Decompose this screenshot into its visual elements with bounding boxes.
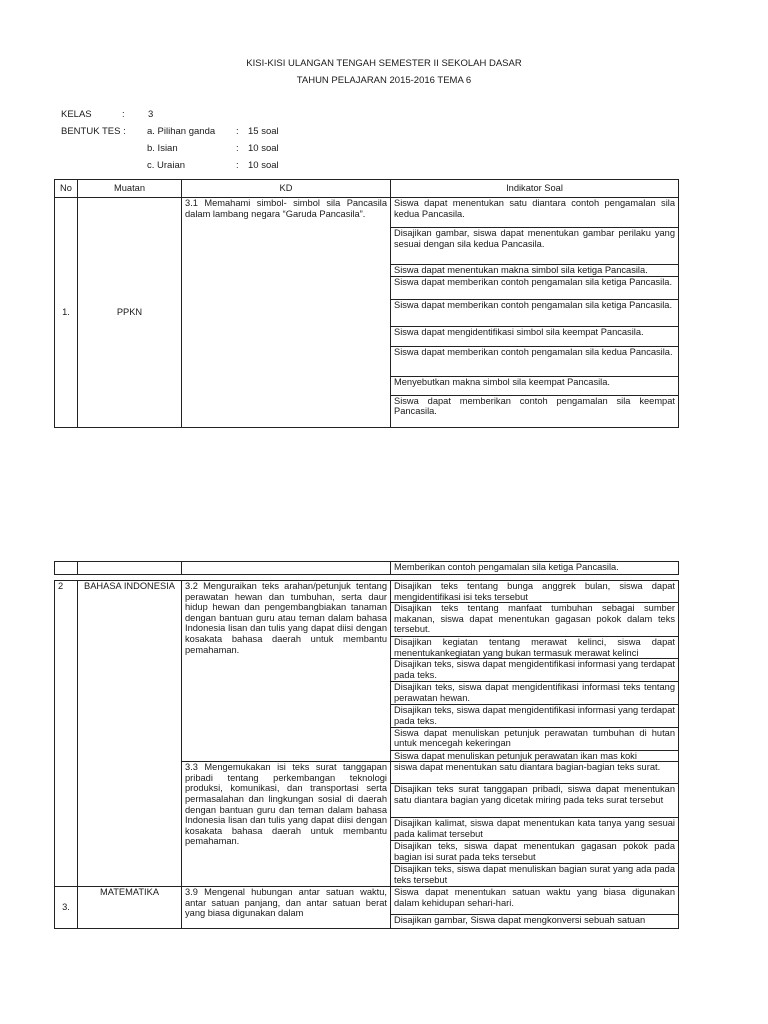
empty-cell — [182, 562, 391, 575]
kd-cell: 3.3 Mengemukakan isi teks surat tanggapan pribadi tentang perkembangan teknologi produksi, komunikasi, dan transportasi serta permasalahan dan lingkungan sosial di daerah dengan bantuan guru dan teman dalam bahasa Indonesia lisan dan tulis yang dapat diisi dengan kosakata bahasa daerah untuk membantu pemahaman. — [182, 762, 391, 887]
header-muatan: Muatan — [78, 180, 182, 198]
row-number: 3. — [55, 887, 78, 929]
kd-cell: 3.1 Memahami simbol- simbol sila Pancasila dalam lambang negara “Garuda Pancasila”. — [182, 198, 391, 428]
header-kd: KD — [182, 180, 391, 198]
indicator-cell: Disajikan teks tentang manfaat tumbuhan sebagai sumber makanan, siswa dapat menentukan gagasan pokok dalam teks tersebut. — [391, 603, 679, 637]
indicator-cell: Disajikan teks, siswa dapat menentukan gagasan pokok pada bagian isi surat pada teks tersebut — [391, 841, 679, 864]
document-title: KISI-KISI ULANGAN TENGAH SEMESTER II SEKOLAH DASAR — [246, 58, 522, 69]
indicator-cell: Siswa dapat memberikan contoh pengamalan sila ketiga Pancasila. — [391, 276, 679, 299]
indicator-cell: Disajikan teks surat tanggapan pribadi, siswa dapat menentukan satu diantara bagian yang dicetak miring pada teks surat tersebut — [391, 784, 679, 818]
empty-cell — [78, 562, 182, 575]
test-type-count: 10 soal — [248, 160, 279, 171]
kd-cell: 3.2 Menguraikan teks arahan/petunjuk tentang perawatan hewan dan tumbuhan, serta daur hidup hewan dan pengembangbiakan tanaman dengan bantuan guru atau teman dalam bahasa Indonesia lisan dan tulis yang dapat diisi dengan kosakata bahasa daerah untuk membantu pemahaman. — [182, 581, 391, 762]
indicator-cell: Disajikan teks, siswa dapat mengidentifikasi informasi yang terdapat pada teks. — [391, 659, 679, 682]
indicator-cell: Disajikan kegiatan tentang merawat kelinci, siswa dapat menentukankegiatan yang bukan termasuk merawat kelinci — [391, 637, 679, 659]
indicator-cell: siswa dapat menentukan satu diantara bagian-bagian teks surat. — [391, 762, 679, 784]
indicator-cell: Siswa dapat memberikan contoh pengamalan sila keempat Pancasila. — [391, 395, 679, 427]
test-type-separator: : — [236, 160, 239, 171]
indicator-cell: Siswa dapat menuliskan petunjuk perawatan ikan mas koki — [391, 750, 679, 762]
document-subtitle: TAHUN PELAJARAN 2015-2016 TEMA 6 — [296, 75, 472, 86]
test-type-count: 15 soal — [248, 126, 279, 137]
kd-cell: 3.9 Mengenal hubungan antar satuan waktu, antar satuan panjang, dan antar satuan berat yang biasa digunakan dalam — [182, 887, 391, 929]
kelas-label: KELAS — [61, 109, 92, 120]
test-type-separator: : — [236, 143, 239, 154]
indicator-cell: Disajikan gambar, siswa dapat menentukan gambar perilaku yang sesuai dengan sila kedua Pancasila. — [391, 228, 679, 265]
empty-cell — [55, 562, 78, 575]
indicator-cell: Siswa dapat menuliskan petunjuk perawatan tumbuhan di hutan untuk mencegah kekeringan — [391, 727, 679, 750]
kelas-value: 3 — [148, 109, 154, 120]
bentuk-tes-label: BENTUK TES : — [61, 126, 126, 137]
indicator-cell: Siswa dapat memberikan contoh pengamalan sila ketiga Pancasila. — [391, 299, 679, 326]
indicator-cell: Siswa dapat menentukan satu diantara contoh pengamalan sila kedua Pancasila. — [391, 198, 679, 228]
indicator-cell: Disajikan gambar, Siswa dapat mengkonversi sebuah satuan — [391, 915, 679, 929]
indicator-cell: Siswa dapat menentukan satuan waktu yang biasa digunakan dalam kehidupan sehari-hari. — [391, 887, 679, 915]
test-type-label: b. Isian — [147, 143, 178, 154]
kisi-table-page1 — [54, 179, 679, 428]
indicator-cell: Menyebutkan makna simbol sila keempat Pancasila. — [391, 376, 679, 395]
kelas-separator: : — [122, 109, 125, 120]
kisi-table-page2 — [54, 561, 679, 929]
test-type-count: 10 soal — [248, 143, 279, 154]
indicator-cell: Disajikan teks, siswa dapat mengidentifikasi informasi yang terdapat pada teks. — [391, 705, 679, 727]
indicator-cell: Disajikan teks tentang bunga anggrek bulan, siswa dapat mengidentifikasi isi teks tersebut — [391, 581, 679, 603]
indicator-cell: Siswa dapat menentukan makna simbol sila ketiga Pancasila. — [391, 265, 679, 277]
test-type-separator: : — [236, 126, 239, 137]
indicator-cell: Disajikan kalimat, siswa dapat menentukan kata tanya yang sesuai pada kalimat tersebut — [391, 818, 679, 841]
muatan-cell: BAHASA INDONESIA — [78, 581, 182, 887]
muatan-cell: PPKN — [78, 198, 182, 428]
indicator-cell: Siswa dapat mengidentifikasi simbol sila keempat Pancasila. — [391, 326, 679, 346]
row-number: 1. — [55, 198, 78, 428]
header-indikator: Indikator Soal — [391, 180, 679, 198]
indicator-cell: Memberikan contoh pengamalan sila ketiga Pancasila. — [391, 562, 679, 575]
row-number: 2 — [55, 581, 78, 887]
test-type-label: a. Pilihan ganda — [147, 126, 216, 137]
test-type-label: c. Uraian — [147, 160, 186, 171]
muatan-cell: MATEMATIKA — [78, 887, 182, 929]
indicator-cell: Disajikan teks, siswa dapat menuliskan bagian surat yang ada pada teks tersebut — [391, 864, 679, 887]
header-no: No — [55, 180, 78, 198]
indicator-cell: Disajikan teks, siswa dapat mengidentifikasi informasi teks tentang perawatan hewan. — [391, 682, 679, 705]
indicator-cell: Siswa dapat memberikan contoh pengamalan sila kedua Pancasila. — [391, 346, 679, 376]
